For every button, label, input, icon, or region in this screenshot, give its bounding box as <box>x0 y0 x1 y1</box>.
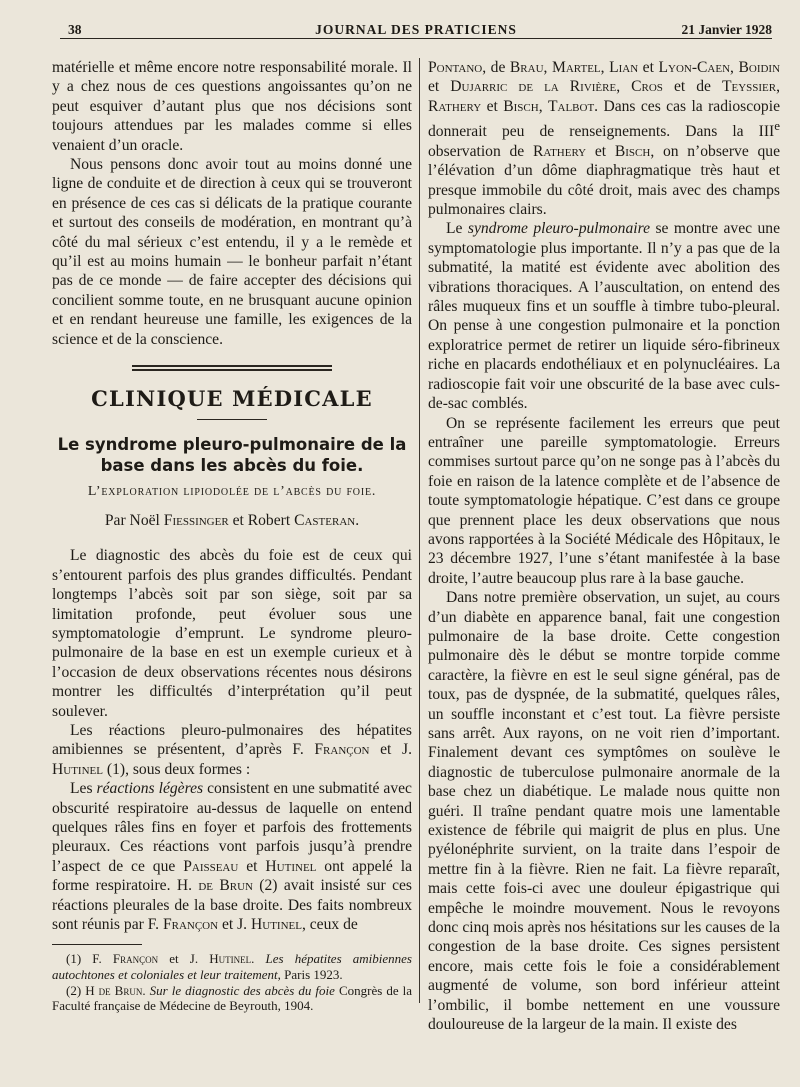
section-divider <box>132 365 332 371</box>
article-subtitle: L’exploration lipiodolée de l’abcès du foie. <box>87 483 377 499</box>
page-number: 38 <box>68 22 82 37</box>
paragraph: Les réactions pleuro-pulmonaires des hépatites amibiennes se présentent, d’après F. Françon et J. Hutinel (1), sous deux formes : <box>52 721 412 778</box>
author-name: Fiessinger <box>163 511 229 529</box>
right-column <box>428 58 780 1035</box>
paragraph: Le syndrome pleuro-pulmonaire se montre avec une symptomatologie plus importante. Il n’y a pas que de la submatité, la matité est évidente avec abolition des vibrations thoraciques. A l’auscultation, on entend des râles muqueux fins et un souffle à timbre tubo-pleural. On pense à une congestion pulmonaire et la ponction exploratrice permet de retirer un liquide séro-fibrineux riche en placards endothéliaux et en polynucléaires. La radioscopie fait voir une obscurité de la base avec culs-de-sac comblés. <box>428 220 780 413</box>
footnote-rule <box>52 944 142 945</box>
paragraph: matérielle et même encore notre responsabilité morale. Il y a chez nous de ces questions angoissantes qu’on ne peut esquiver d’autant plus que nos décisions sont toujours attendues par les malades comme si elles venaient d’un oracle. <box>52 59 412 154</box>
issue-date: 21 Janvier 1928 <box>681 22 772 37</box>
header-rule <box>60 38 772 39</box>
byline: Par Noël Fiessinger et Robert Casteran. <box>104 511 360 529</box>
running-head <box>60 18 772 40</box>
article-title: Le syndrome pleuro-pulmonaire de la base dans les abcès du foie. <box>57 434 407 475</box>
paragraph: Les réactions légères consistent en une submatité avec obscurité respiratoire au-dessus de laquelle on entend quelques râles fins en foyer et parfois des frottements pleuraux. Ces réactions vont parfois jusqu’à prendre l’aspect de ce que Paisseau et Hutinel ont appelé la forme respiratoire. H. de Brun (2) avait insisté sur ces réactions pleurales de la base droite. Des faits nombreux sont réunis par F. Françon et J. Hutinel, ceux de <box>52 780 412 934</box>
paragraph: Pontano, de Brau, Martel, Lian et Lyon-Caen, Boidin et Dujarric de la Rivière, Cros et de Teyssier, Rathery et Bisch, Talbot. Dans ces cas la radioscopie donnerait peu de renseignements. Dans la IIIe observation de Rathery et Bisch, on n’observe que l’élévation d’un dôme diaphragmatique très haut et presque immobile du côté droit, mais avec des champs pulmonaires clairs. <box>428 59 781 219</box>
section-title: CLINIQUE MÉDICALE <box>91 386 373 412</box>
paragraph: Nous pensons donc avoir tout au moins donné une ligne de conduite et de direction à ceux qui se trouveront en présence de ces cas si délicats de la pratique courante et surtout des conseils de modération, en montrant qu’à côté du mal sérieux c’est entendu, il y a le remède et qu’il est au moins humain — le bonheur parfait n’étant pas de ce monde — de faire accepter des décisions qui concilient somme toute, en ne brusquant aucune opinion et en rendant heureuse une famille, les exigences de la science et de la conscience. <box>52 156 412 348</box>
journal-title: JOURNAL DES PRATICIENS <box>315 22 517 37</box>
footnote: (1) F. Françon et J. Hutinel. Les hépatites amibiennes autochtones et coloniales et leur traitement, Paris 1923. <box>52 951 412 983</box>
left-column <box>52 58 412 1014</box>
paragraph: Dans notre première observation, un sujet, au cours d’un diabète en apparence banal, fait une congestion pulmonaire de la base droite. Cette congestion pulmonaire dès le début se montre torpide comme caractère, la fièvre en est le seul signe général, pas de toux, pas de dyspnée, de la submatité, quelques râles, un souffle inconstant et c’est tout. La fièvre persiste sans arrêt. Aux rayons, on ne voit rien d’important. Finalement devant ces symptômes on soulève le diagnostic de tuberculose pulmonaire anormale de la base chez un diabétique. Le malade nous quitte non guéri. Il traîne pendant quatre mois une lamentable existence de fébrile qui maigrit de plus en plus. Une pyélonéphrite survient, on la traite dans l’espoir de mettre fin à la fièvre. Rien ne fait. La fièvre reparaît, mais cette fois-ci avec une douleur épigastrique qui empêche le moindre mouvement. Nous le revoyons donc cinq mois après nos hésitations sur les causes de la congestion de la base droite. Ces signes persistent encore, mais cette fois le foie a considérablement augmenté de volume, son bord inférieur atteint l’ombilic, il bombe nettement en une voussure douloureuse de la largeur de la main. Il existe des <box>428 589 780 1034</box>
title-rule <box>197 419 267 420</box>
author-name: Casteran <box>294 511 356 529</box>
column-rule <box>419 58 420 1003</box>
footnote: (2) H de Brun. Sur le diagnostic des abcès du foie Congrès de la Faculté française de Médecine de Beyrouth, 1904. <box>52 982 413 1014</box>
paragraph: On se représente facilement les erreurs que peut entraîner une pareille symptomatologie. Erreurs commises surtout parce qu’on ne songe pas à l’abcès du foie en raison de la latence complète et de l’absence de toute symptomatologie hépatique. C’est dans ce groupe que prennent place les deux observations que nous avons rapportées à la Société Médicale des Hôpitaux, le 23 décembre 1927, l’une s’étant manifestée à la base droite, l’autre beaucoup plus rare à la base gauche. <box>428 414 780 587</box>
paragraph: Le diagnostic des abcès du foie est de ceux qui s’entourent parfois des plus grandes difficultés. Pendant longtemps l’abcès soit par son siège, soit par sa limitation profonde, peut évoluer sous une symptomatologie d’emprunt. Le syndrome pleuro-pulmonaire de la base en est un exemple curieux et à l’occasion de deux observations récentes nous désirons montrer les difficultés d’interprétation qu’il peut soulever. <box>52 547 412 720</box>
